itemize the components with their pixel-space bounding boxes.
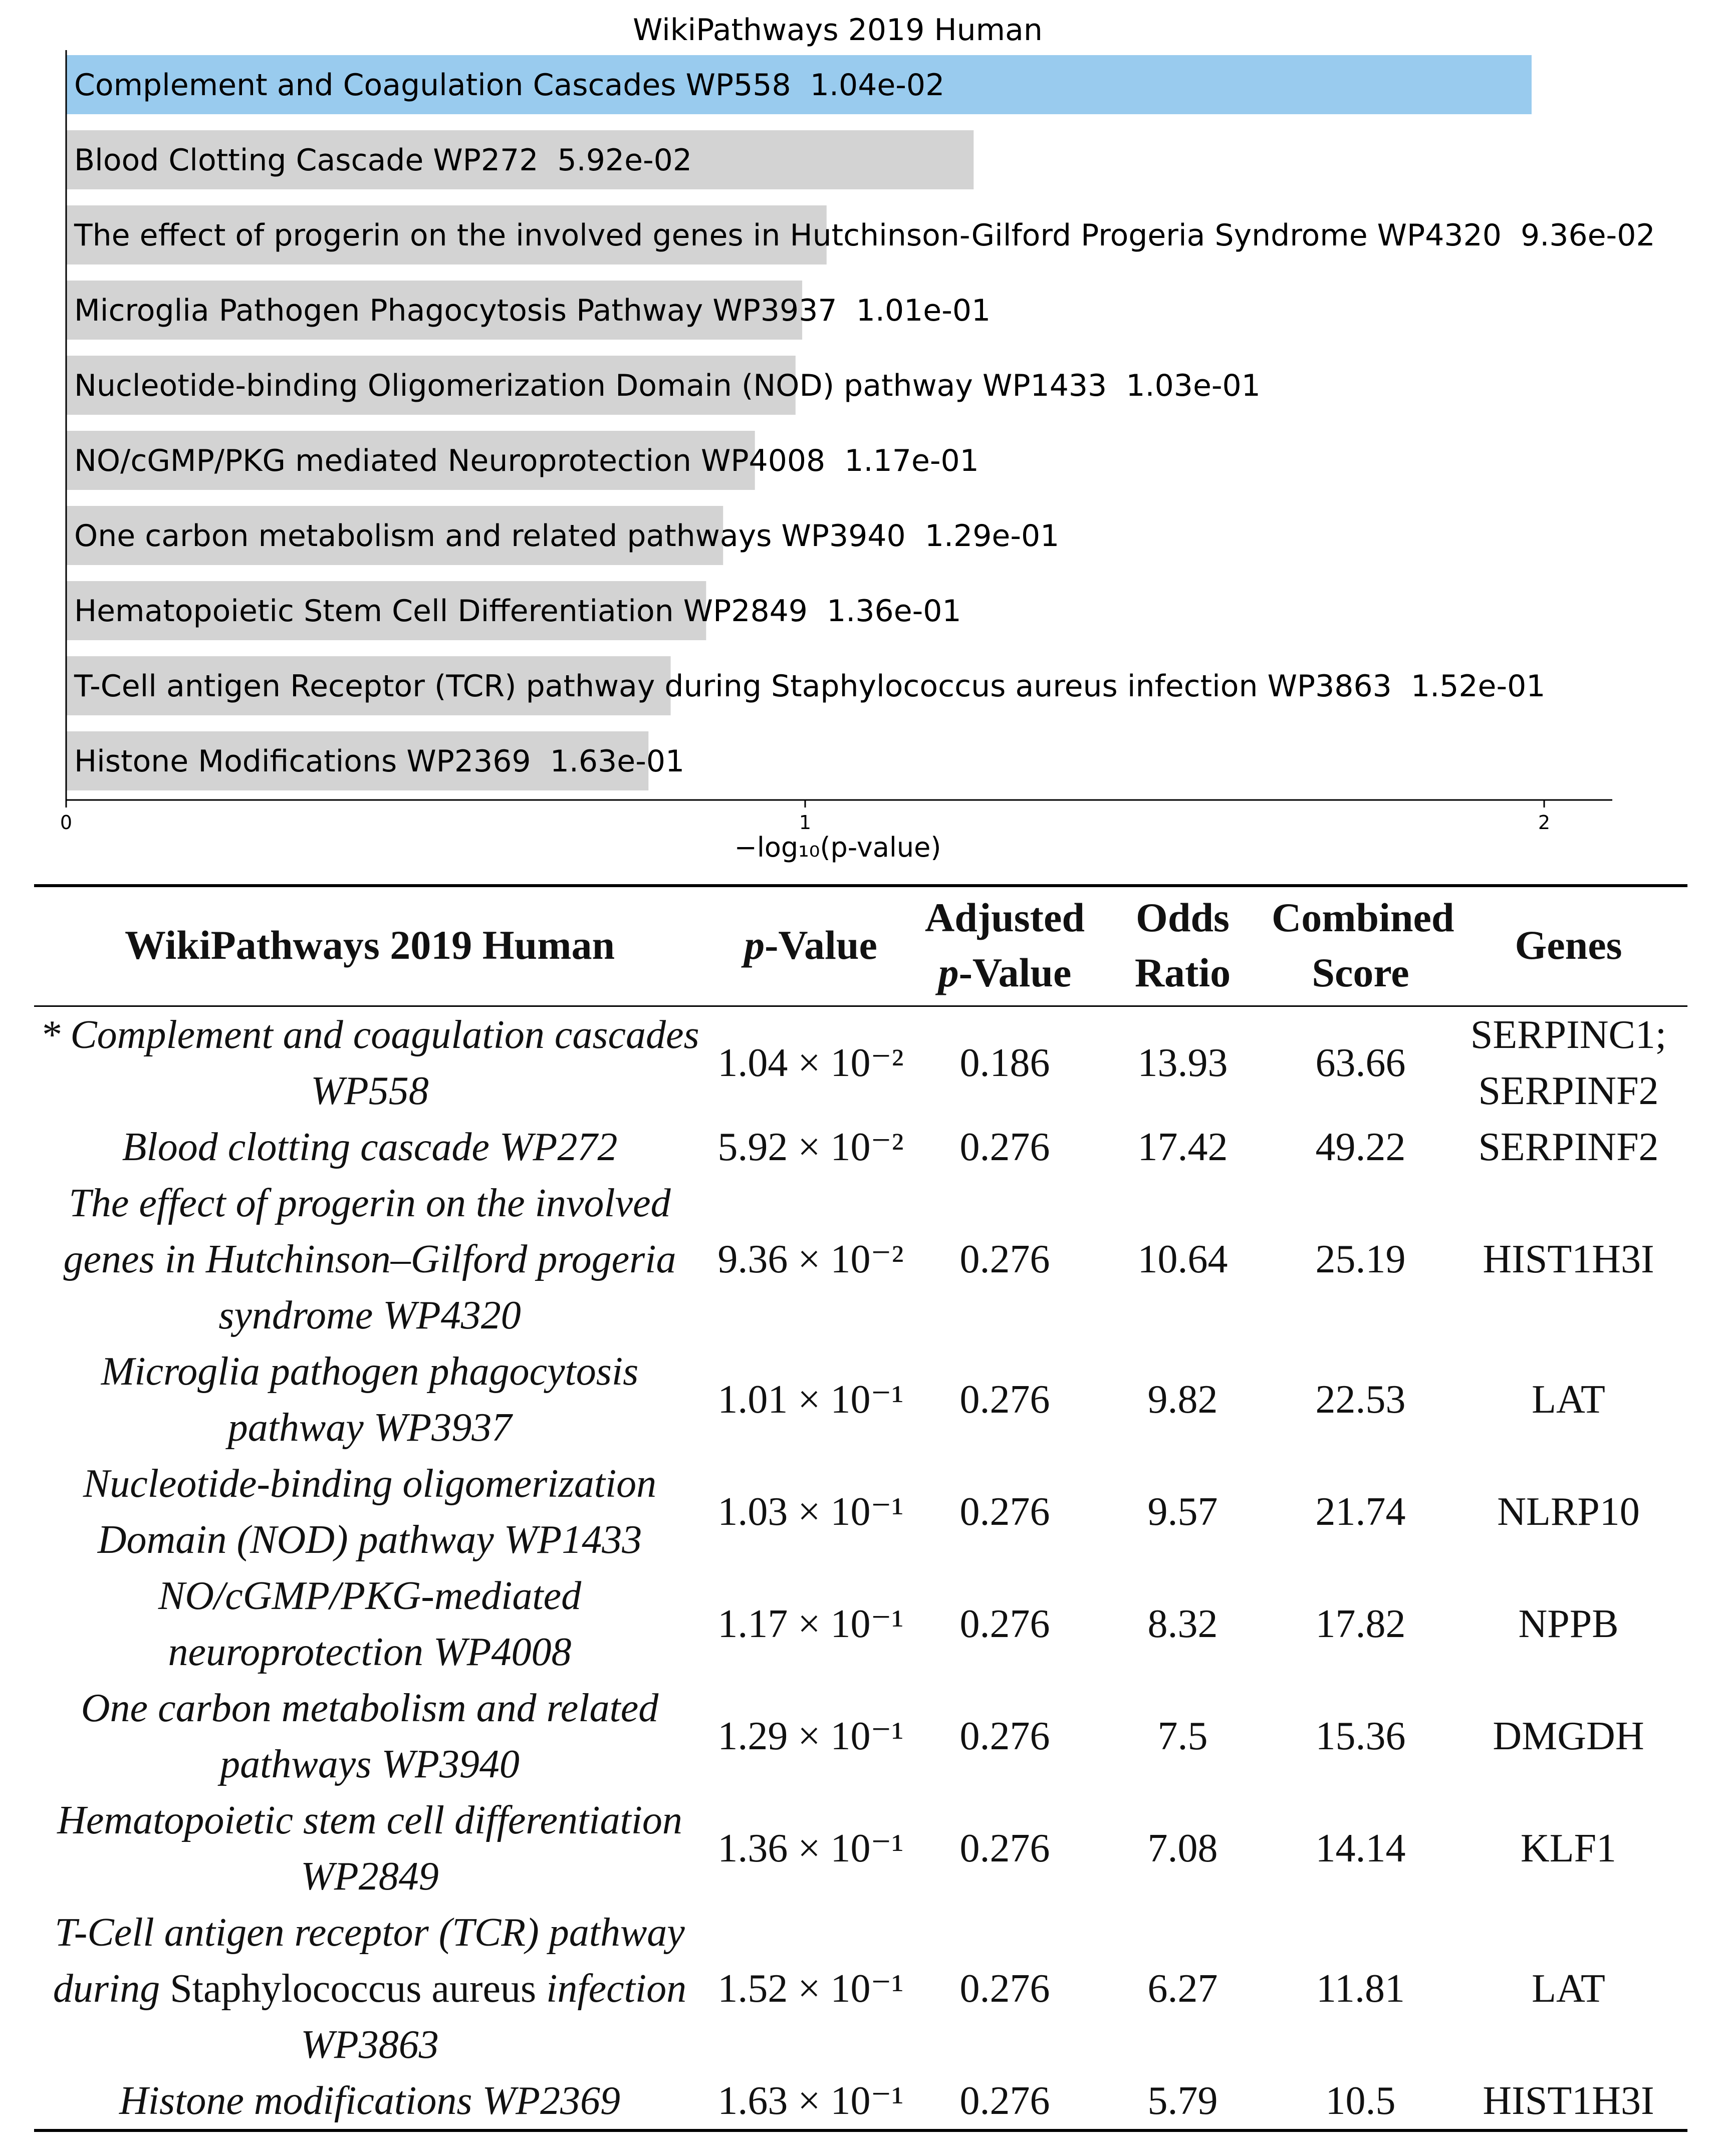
cell-combined-score: 10.5 bbox=[1325, 2079, 1396, 2123]
table-row bbox=[34, 1343, 1687, 1456]
bar-label-8: Hematopoietic Stem Cell Differentiation WP2849 1.36e-01 bbox=[74, 594, 961, 629]
table-row bbox=[34, 1175, 1687, 1343]
pathway-name-part: T-Cell antigen receptor (TCR) pathway during bbox=[53, 1911, 685, 2011]
cell-genes: LAT bbox=[1532, 1967, 1605, 2011]
cell-pvalue: 1.04 × 10⁻² bbox=[717, 1041, 904, 1085]
cell-odds-ratio: 6.27 bbox=[1147, 1967, 1218, 2011]
header-combined-score: Combined Score bbox=[1272, 895, 1454, 995]
x-ticks-group bbox=[60, 800, 1550, 834]
table-row bbox=[34, 2073, 1687, 2130]
header-pathway: WikiPathways 2019 Human bbox=[124, 922, 615, 968]
results-table bbox=[34, 884, 1687, 2132]
cell-pvalue: 5.92 × 10⁻² bbox=[717, 1125, 904, 1169]
cell-odds-ratio: 17.42 bbox=[1137, 1125, 1228, 1169]
cell-pathway-name: NO/cGMP/PKG-mediated neuroprotection WP4008 bbox=[158, 1574, 582, 1674]
header-genes: Genes bbox=[1515, 922, 1622, 968]
cell-pvalue: 1.17 × 10⁻¹ bbox=[717, 1602, 904, 1646]
bar-label-3: The effect of progerin on the involved genes in Hutchinson-Gilford Progeria Syndrome WP4320 9.36e-02 bbox=[74, 218, 1655, 253]
header-adjusted-pvalue: Adjusted p-Value bbox=[925, 895, 1085, 995]
cell-adjusted-pvalue: 0.276 bbox=[959, 1237, 1050, 1281]
cell-pvalue: 1.63 × 10⁻¹ bbox=[717, 2079, 904, 2123]
cell-combined-score: 49.22 bbox=[1315, 1125, 1406, 1169]
table-body bbox=[34, 1006, 1687, 2131]
cell-genes: LAT bbox=[1532, 1378, 1605, 1422]
table-row bbox=[34, 1568, 1687, 1680]
cell-combined-score: 17.82 bbox=[1315, 1602, 1406, 1646]
cell-adjusted-pvalue: 0.276 bbox=[959, 1125, 1050, 1169]
cell-pvalue: 1.29 × 10⁻¹ bbox=[717, 1714, 904, 1758]
cell-pathway-name bbox=[34, 1905, 705, 2073]
cell-pvalue: 1.36 × 10⁻¹ bbox=[717, 1826, 904, 1870]
cell-pathway-name: * Complement and coagulation cascades WP558 bbox=[40, 1013, 699, 1113]
results-table-wrapper bbox=[34, 884, 1687, 2132]
cell-adjusted-pvalue: 0.186 bbox=[959, 1041, 1050, 1085]
x-tick-label-1: 1 bbox=[799, 812, 812, 834]
x-axis-label: −log₁₀(p-value) bbox=[734, 832, 941, 863]
cell-genes: HIST1H3I bbox=[1483, 1237, 1654, 1281]
cell-pathway-name: Microglia pathogen phagocytosis pathway WP3937 bbox=[101, 1350, 639, 1450]
cell-combined-score: 15.36 bbox=[1315, 1714, 1406, 1758]
bar-label-4: Microglia Pathogen Phagocytosis Pathway WP3937 1.01e-01 bbox=[74, 293, 991, 328]
x-tick-label-2: 2 bbox=[1538, 812, 1551, 834]
cell-odds-ratio: 13.93 bbox=[1137, 1041, 1228, 1085]
cell-genes: DMGDH bbox=[1493, 1714, 1644, 1758]
bar-label-1: Complement and Coagulation Cascades WP558 1.04e-02 bbox=[74, 68, 945, 103]
cell-pathway-name: Nucleotide-binding oligomerization Domain (NOD) pathway WP1433 bbox=[83, 1462, 657, 1562]
cell-adjusted-pvalue: 0.276 bbox=[959, 1490, 1050, 1534]
cell-odds-ratio: 7.5 bbox=[1157, 1714, 1208, 1758]
cell-combined-score: 21.74 bbox=[1315, 1490, 1406, 1534]
bar-label-6: NO/cGMP/PKG mediated Neuroprotection WP4008 1.17e-01 bbox=[74, 443, 979, 478]
cell-pathway-name: Hematopoietic stem cell differentiation WP2849 bbox=[57, 1798, 682, 1899]
bar-label-7: One carbon metabolism and related pathways WP3940 1.29e-01 bbox=[74, 518, 1060, 554]
cell-odds-ratio: 5.79 bbox=[1147, 2079, 1218, 2123]
cell-adjusted-pvalue: 0.276 bbox=[959, 1714, 1050, 1758]
bar-chart bbox=[0, 0, 1712, 882]
cell-combined-score: 63.66 bbox=[1315, 1041, 1406, 1085]
table-row bbox=[34, 1456, 1687, 1568]
cell-odds-ratio: 7.08 bbox=[1147, 1826, 1218, 1870]
cell-pathway-name: Histone modifications WP2369 bbox=[119, 2079, 620, 2123]
bar-label-10: Histone Modifications WP2369 1.63e-01 bbox=[74, 744, 685, 779]
cell-pvalue: 1.01 × 10⁻¹ bbox=[717, 1378, 904, 1422]
pathway-name-part: infection WP3863 bbox=[301, 1967, 687, 2067]
cell-adjusted-pvalue: 0.276 bbox=[959, 1378, 1050, 1422]
cell-pathway-name: One carbon metabolism and related pathways WP3940 bbox=[81, 1686, 659, 1786]
header-pvalue: p-Value bbox=[744, 922, 877, 968]
cell-combined-score: 22.53 bbox=[1315, 1378, 1406, 1422]
cell-genes: HIST1H3I bbox=[1483, 2079, 1654, 2123]
cell-odds-ratio: 10.64 bbox=[1137, 1237, 1228, 1281]
cell-odds-ratio: 8.32 bbox=[1147, 1602, 1218, 1646]
table-row bbox=[34, 1905, 1687, 2073]
cell-pvalue: 9.36 × 10⁻² bbox=[717, 1237, 904, 1281]
cell-combined-score: 11.81 bbox=[1316, 1967, 1405, 2011]
cell-odds-ratio: 9.82 bbox=[1147, 1378, 1218, 1422]
bar-label-5: Nucleotide-binding Oligomerization Domain (NOD) pathway WP1433 1.03e-01 bbox=[74, 368, 1261, 403]
table-row bbox=[34, 1119, 1687, 1175]
cell-genes: NLRP10 bbox=[1497, 1490, 1640, 1534]
cell-genes: SERPINF2 bbox=[1478, 1125, 1659, 1169]
pathway-organism-name: Staphylococcus aureus bbox=[170, 1967, 537, 2011]
cell-combined-score: 14.14 bbox=[1315, 1826, 1406, 1870]
cell-pathway-name: Blood clotting cascade WP272 bbox=[122, 1125, 618, 1169]
cell-pvalue: 1.03 × 10⁻¹ bbox=[717, 1490, 904, 1534]
bar-label-2: Blood Clotting Cascade WP272 5.92e-02 bbox=[74, 143, 692, 178]
x-tick-label-0: 0 bbox=[60, 812, 73, 834]
cell-pvalue: 1.52 × 10⁻¹ bbox=[717, 1967, 904, 2011]
bar-label-9: T-Cell antigen Receptor (TCR) pathway during Staphylococcus aureus infection WP3863 1.52e-01 bbox=[74, 669, 1546, 704]
table-header-row bbox=[34, 886, 1687, 1006]
cell-combined-score: 25.19 bbox=[1315, 1237, 1406, 1281]
table-row bbox=[34, 1680, 1687, 1792]
cell-adjusted-pvalue: 0.276 bbox=[959, 1602, 1050, 1646]
cell-pathway-name: The effect of progerin on the involved genes in Hutchinson–Gilford progeria syndrome WP4320 bbox=[63, 1181, 676, 1337]
cell-odds-ratio: 9.57 bbox=[1147, 1490, 1218, 1534]
header-odds-ratio: Odds Ratio bbox=[1134, 895, 1231, 995]
cell-genes: NPPB bbox=[1518, 1602, 1619, 1646]
chart-title: WikiPathways 2019 Human bbox=[633, 13, 1043, 48]
table-row bbox=[34, 1792, 1687, 1905]
cell-adjusted-pvalue: 0.276 bbox=[959, 2079, 1050, 2123]
table-row bbox=[34, 1006, 1687, 1120]
cell-genes: SERPINC1; SERPINF2 bbox=[1470, 1013, 1667, 1113]
cell-adjusted-pvalue: 0.276 bbox=[959, 1826, 1050, 1870]
cell-adjusted-pvalue: 0.276 bbox=[959, 1967, 1050, 2011]
cell-genes: KLF1 bbox=[1520, 1826, 1617, 1870]
